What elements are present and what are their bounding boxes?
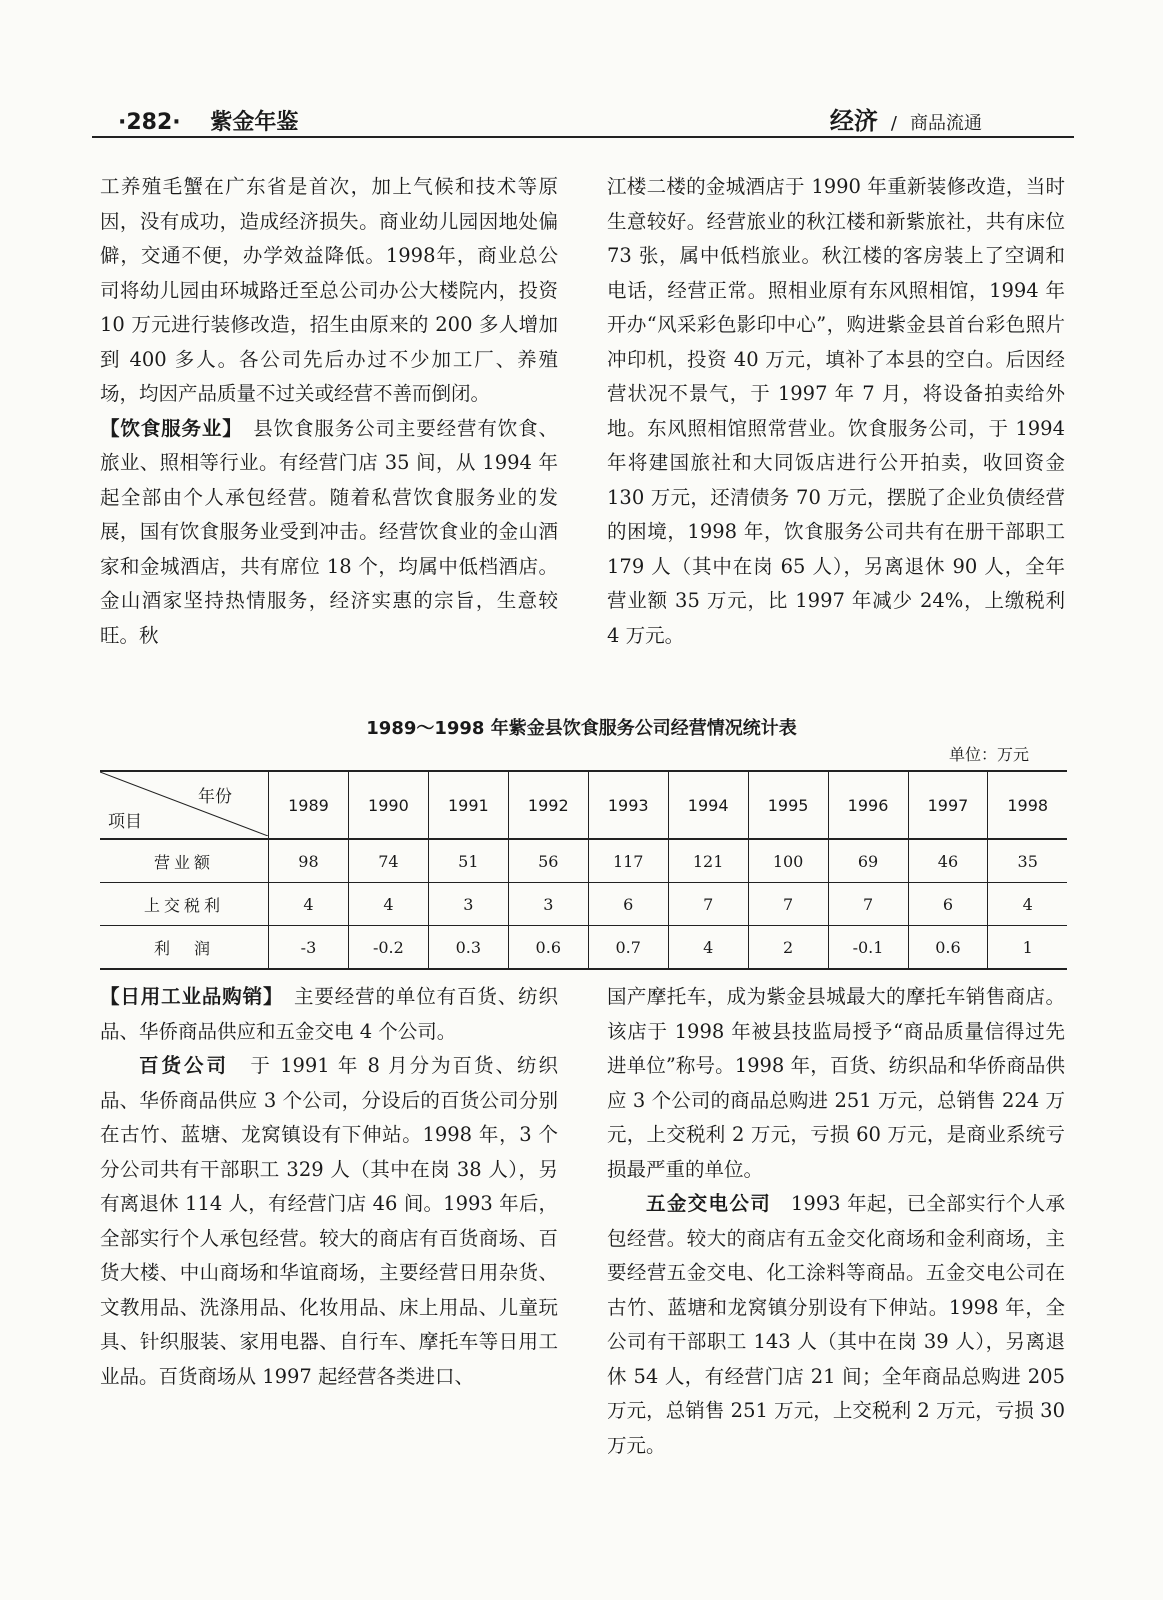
year-header: 1996 (828, 771, 908, 839)
year-header: 1997 (908, 771, 988, 839)
table-cell: 0.6 (908, 926, 988, 970)
table-header-row (100, 771, 1067, 839)
corner-item-label: 项目 (108, 812, 142, 832)
corner-cell (100, 771, 269, 839)
table-cell: 0.3 (428, 926, 508, 970)
table-cell: 4 (668, 926, 748, 970)
year-header: 1991 (428, 771, 508, 839)
page-header (118, 100, 1074, 140)
corner-year-label: 年份 (198, 787, 232, 807)
section-tag: 【饮食服务业】 (100, 416, 233, 440)
table-cell: 2 (748, 926, 828, 970)
header-separator: / (890, 113, 897, 134)
table-cell: -0.1 (828, 926, 908, 970)
section-title: 经济 (829, 107, 878, 135)
page-number: ·282· (118, 110, 181, 135)
year-header: 1990 (348, 771, 428, 839)
paragraph (100, 412, 558, 654)
year-header: 1995 (748, 771, 828, 839)
table-cell: 0.7 (588, 926, 668, 970)
paragraph (607, 1187, 1065, 1463)
table-cell: 7 (748, 883, 828, 926)
table-cell: -3 (269, 926, 349, 970)
table-cell: 74 (348, 839, 428, 883)
table-row (100, 839, 1067, 883)
table-unit: 单位：万元 (948, 745, 1029, 764)
statistics-table (100, 770, 1067, 970)
year-header: 1993 (588, 771, 668, 839)
table-cell: 0.6 (508, 926, 588, 970)
table-cell: 7 (668, 883, 748, 926)
paragraph: 江楼二楼的金城酒店于 1990 年重新装修改造，当时生意较好。经营旅业的秋江楼和新紫旅社，共有床位 73 张，属中低档旅业。秋江楼的客房装上了空调和电话，经营正常。照相业原有东风照相馆，1994 年开办“风采彩色影印中心”，购进紫金县首台彩色照片冲印机，投资 40 万元，填补了本县的空白。后因经营状况不景气，于 1997 年 7 月，将设备拍卖给外地。东风照相馆照常营业。饮食服务公司，于 1994 年将建国旅社和大同饭店进行公开拍卖，收回资金 130 万元，还清债务 70 万元，摆脱了企业负债经营的困境，1998 年，饮食服务公司共有在册干部职工 179 人（其中在岗 65 人），另离退休 90 人，全年营业额 35 万元，比 1997 年减少 24%，上缴税利 4 万元。 (607, 175, 1065, 647)
table-cell: 121 (668, 839, 748, 883)
table-cell: 6 (908, 883, 988, 926)
year-header: 1998 (988, 771, 1067, 839)
table-title: 1989～1998 年紫金县饮食服务公司经营情况统计表 (366, 718, 797, 739)
column-2 (607, 170, 1065, 653)
subsection-heading: 五金交电公司 (646, 1192, 772, 1215)
paragraph (100, 980, 558, 1049)
year-header: 1994 (668, 771, 748, 839)
paragraph: 工养殖毛蟹在广东省是首次，加上气候和技术等原因，没有成功，造成经济损失。商业幼儿园因地处偏僻，交通不便，办学效益降低。1998年，商业总公司将幼儿园由环城路迁至总公司办公大楼院内，投资 10 万元进行装修改造，招生由原来的 200 多人增加到 400 多人。各公司先后办过不少加工厂、养殖场，均因产品质量不过关或经营不善而倒闭。 (100, 175, 558, 405)
table-cell: 56 (508, 839, 588, 883)
subsection-heading: 百货公司 (139, 1054, 229, 1077)
book-title: 紫金年鉴 (210, 110, 299, 135)
table-cell: 35 (988, 839, 1067, 883)
table-cell: 4 (348, 883, 428, 926)
paragraph-text: 主要经营的单位有百货、纺织品、华侨商品供应和五金交电 4 个公司。 (100, 985, 558, 1043)
paragraph-text: 1993 年起，已全部实行个人承包经营。较大的商店有五金交化商场和金利商场，主要经营五金交电、化工涂料等商品。五金交电公司在古竹、蓝塘和龙窝镇分别设有下伸站。1998 年，全公司有干部职工 143 人（其中在岗 39 人），另离退休 54 人，有经营门店 21 间；全年商品总购进 205 万元，总销售 251 万元，上交税利 2 万元，亏损 30 万元。 (607, 1192, 1065, 1457)
paragraph-text: 于 1991 年 8 月分为百货、纺织品、华侨商品供应 3 个公司，分设后的百货公司分别在古竹、蓝塘、龙窝镇设有下伸站。1998 年，3 个分公司共有干部职工 329 人（其中在岗 38 人），另有离退休 114 人，有经营门店 46 间。1993 年后，全部实行个人承包经营。较大的商店有百货商场、百货大楼、中山商场和华谊商场，主要经营日用杂货、文教用品、洗涤用品、化妆用品、床上用品、儿童玩具、针织服装、家用电器、自行车、摩托车等日用工业品。百货商场从 1997 起经营各类进口、 (100, 1054, 558, 1388)
row-label: 上交税利 (143, 895, 224, 915)
subsection-title: 商品流通 (910, 113, 982, 134)
table-cell: 46 (908, 839, 988, 883)
header-rule (92, 136, 1074, 138)
header-right (830, 101, 982, 136)
column-4 (607, 980, 1065, 1463)
year-header: 1992 (508, 771, 588, 839)
table-cell: 117 (588, 839, 668, 883)
paragraph (100, 1049, 558, 1394)
table-row (100, 883, 1067, 926)
table-cell: -0.2 (348, 926, 428, 970)
table-cell: 4 (988, 883, 1067, 926)
table-cell: 4 (269, 883, 349, 926)
paragraph-text: 县饮食服务公司主要经营有饮食、旅业、照相等行业。有经营门店 35 间，从 1994 年起全部由个人承包经营。随着私营饮食服务业的发展，国有饮食服务业受到冲击。经营饮食业的金山酒家和金城酒店，共有席位 18 个，均属中低档酒店。金山酒家坚持热情服务，经济实惠的宗旨，生意较旺。秋 (100, 416, 558, 647)
table-cell: 3 (428, 883, 508, 926)
column-3 (100, 980, 558, 1394)
header-left (118, 105, 298, 136)
year-header: 1989 (269, 771, 349, 839)
table-cell: 51 (428, 839, 508, 883)
row-label: 营业额 (153, 852, 214, 872)
row-label: 利 润 (153, 938, 214, 958)
table-cell: 69 (828, 839, 908, 883)
table-cell: 100 (748, 839, 828, 883)
paragraph: 国产摩托车，成为紫金县城最大的摩托车销售商店。该店于 1998 年被县技监局授予“商品质量信得过先进单位”称号。1998 年，百货、纺织品和华侨商品供应 3 个公司的商品总购进 251 万元，总销售 224 万元，上交税利 2 万元，亏损 60 万元，是商业系统亏损最严重的单位。 (607, 985, 1065, 1181)
table-cell: 98 (269, 839, 349, 883)
table-row (100, 926, 1067, 970)
column-1 (100, 170, 558, 653)
table-cell: 3 (508, 883, 588, 926)
table-cell: 6 (588, 883, 668, 926)
table-cell: 7 (828, 883, 908, 926)
table-cell: 1 (988, 926, 1067, 970)
section-tag: 【日用工业品购销】 (100, 985, 274, 1008)
